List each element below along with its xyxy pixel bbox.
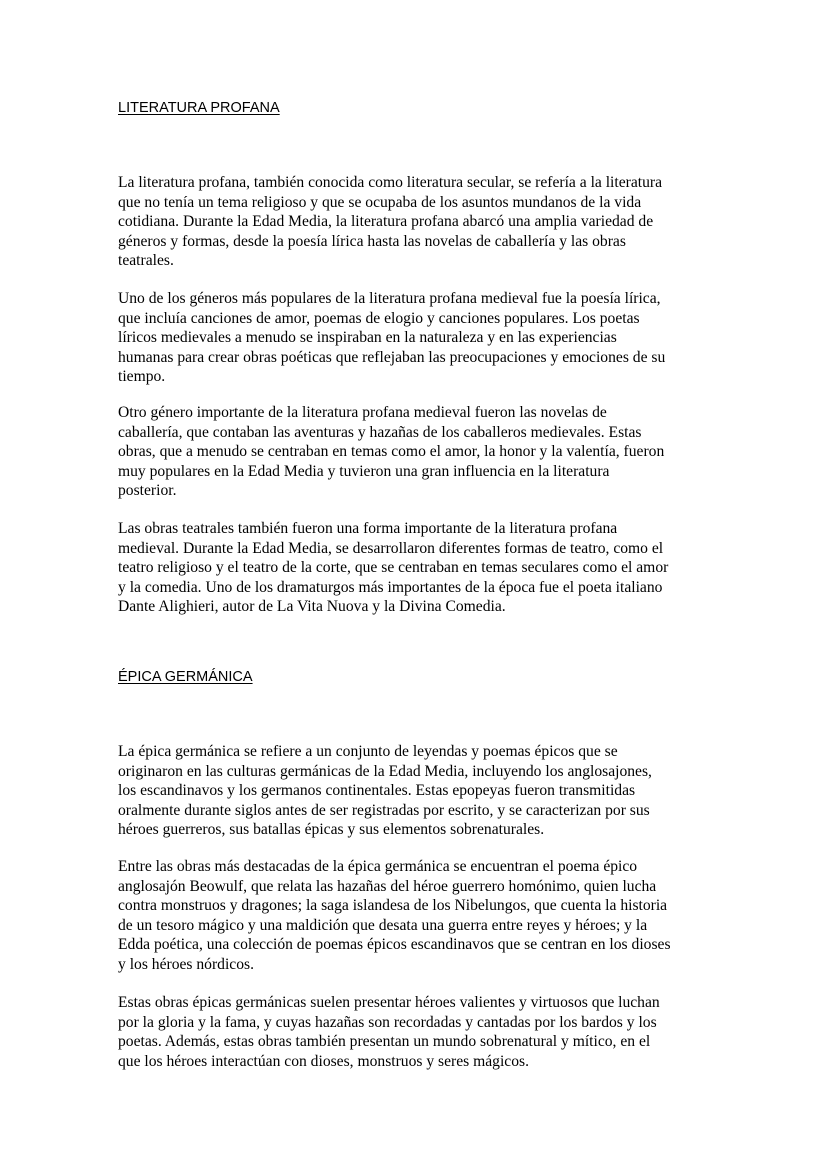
paragraph	[118, 993, 718, 1071]
text-line: que los héroes interactúan con dioses, monstruos y seres mágicos.	[118, 1052, 529, 1070]
paragraph	[118, 857, 718, 974]
text-line: La épica germánica se refiere a un conjunto de leyendas y poemas épicos que se	[118, 743, 618, 760]
text-line: medieval. Durante la Edad Media, se desarrollaron diferentes formas de teatro, como el	[118, 539, 664, 557]
text-line: Otro género importante de la literatura profana medieval fueron las novelas de	[118, 404, 607, 421]
text-line: que no tenía un tema religioso y que se ocupaba de los asuntos mundanos de la vida	[118, 193, 642, 211]
text-line: poetas. Además, estas obras también presentan un mundo sobrenatural y mítico, en el	[118, 1033, 651, 1050]
text-line: por la gloria y la fama, y cuyas hazañas son recordadas y cantadas por los bardos y los	[118, 1013, 657, 1031]
text-line: Estas obras épicas germánicas suelen presentar héroes valientes y virtuosos que luchan	[118, 994, 660, 1011]
text-line: los escandinavos y los germanos continentales. Estas epopeyas fueron transmitidas	[118, 782, 636, 799]
text-line: oralmente durante siglos antes de ser registradas por escrito, y se caracterizan por sus	[118, 801, 650, 819]
text-line: humanas para crear obras poéticas que reflejaban las preocupaciones y emociones de su	[118, 348, 666, 366]
text-line: teatrales.	[118, 252, 174, 269]
text-line: y la comedia. Uno de los dramaturgos más importantes de la época fue el poeta italiano	[118, 578, 663, 596]
paragraph	[118, 519, 718, 617]
paragraph	[118, 403, 718, 501]
text-line: obras, que a menudo se centraban en temas como el amor, la honor y la valentía, fueron	[118, 443, 665, 460]
text-line: géneros y formas, desde la poesía lírica hasta las novelas de caballería y las obras	[118, 232, 626, 250]
paragraph	[118, 289, 718, 387]
text-line: Las obras teatrales también fueron una forma importante de la literatura profana	[118, 520, 618, 537]
text-line: caballería, que contaban las aventuras y hazañas de los caballeros medievales. Estas	[118, 423, 642, 441]
text-line: que incluía canciones de amor, poemas de elogio y canciones populares. Los poetas	[118, 309, 640, 327]
text-line: Dante Alighieri, autor de La Vita Nuova y la Divina Comedia.	[118, 598, 506, 615]
text-line: de un tesoro mágico y una maldición que desata una guerra entre reyes y héroes; y la	[118, 916, 648, 934]
text-line: originaron en las culturas germánicas de la Edad Media, incluyendo los anglosajones,	[118, 762, 652, 780]
text-line: contra monstruos y dragones; la saga islandesa de los Nibelungos, que cuenta la historia	[118, 897, 668, 914]
paragraph	[118, 173, 718, 271]
section-heading-epica-germanica: ÉPICA GERMÁNICA	[118, 669, 253, 685]
text-line: Entre las obras más destacadas de la épica germánica se encuentran el poema épico	[118, 858, 638, 875]
text-line: Edda poética, una colección de poemas épicos escandinavos que se centran en los dioses	[118, 936, 671, 953]
section-heading-literatura-profana: LITERATURA PROFANA	[118, 100, 280, 116]
text-line: anglosajón Beowulf, que relata las hazañas del héroe guerrero homónimo, quien lucha	[118, 877, 657, 895]
text-line: muy populares en la Edad Media y tuvieron una gran influencia en la literatura	[118, 462, 610, 480]
text-line: posterior.	[118, 482, 177, 499]
text-line: cotidiana. Durante la Edad Media, la literatura profana abarcó una amplia variedad de	[118, 213, 654, 230]
text-line: líricos medievales a menudo se inspiraban en la naturaleza y en las experiencias	[118, 329, 617, 346]
text-line: héroes guerreros, sus batallas épicas y sus elementos sobrenaturales.	[118, 821, 545, 838]
text-line: La literatura profana, también conocida como literatura secular, se refería a la literatura	[118, 174, 662, 191]
text-line: y los héroes nórdicos.	[118, 955, 254, 973]
text-line: tiempo.	[118, 368, 166, 385]
paragraph	[118, 742, 718, 840]
text-line: Uno de los géneros más populares de la literatura profana medieval fue la poesía lírica,	[118, 290, 661, 307]
text-line: teatro religioso y el teatro de la corte, que se centraban en temas seculares como el amor	[118, 559, 669, 576]
